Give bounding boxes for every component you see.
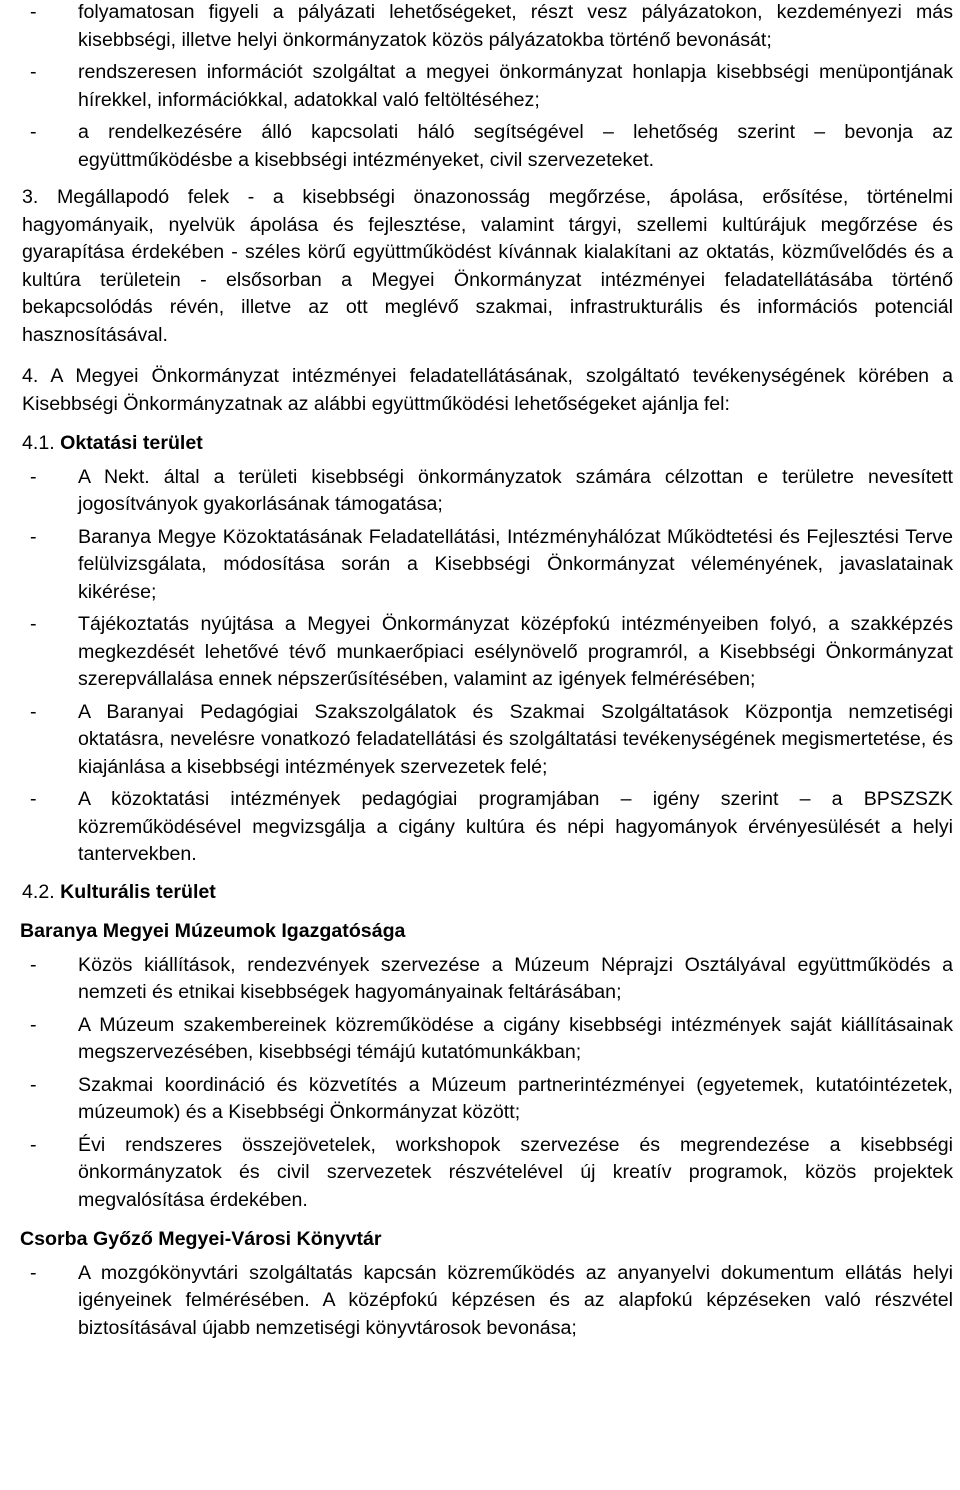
- list-item-text: Évi rendszeres összejövetelek, workshopok szervezése és megrendezése a kisebbségi önkormányzatok és civil szervezetek részvételével új kreatív programok, közös projektek megvalósítása érdekében.: [78, 1133, 953, 1211]
- paragraph-3: [22, 184, 953, 349]
- list-item: [22, 1072, 953, 1127]
- konyvtar-heading: Csorba Győző Megyei-Városi Könyvtár: [20, 1228, 382, 1250]
- list-item: [22, 1132, 953, 1215]
- konyvtar-list: [22, 1260, 953, 1343]
- list-item-text: Baranya Megye Közoktatásának Feladatellátási, Intézményhálózat Működtetési és Fejlesztési Terve felülvizsgálata, módosítása során a Kisebbségi Önkormányzat véleményének, javaslatainak kikérése;: [78, 525, 953, 603]
- list-item-text: Szakmai koordináció és közvetítés a Múzeum partnerintézményei (egyetemek, kutatóintézetek, múzeumok) és a Kisebbségi Önkormányzat között;: [78, 1073, 953, 1123]
- dash-bullet: -: [30, 61, 37, 83]
- list-item: [22, 786, 953, 869]
- dash-bullet: -: [30, 1, 37, 23]
- list-item: [22, 1260, 953, 1343]
- list-item-text: rendszeresen információt szolgáltat a megyei önkormányzat honlapja kisebbségi menüpontjának hírekkel, információkkal, adatokkal való feltöltéséhez;: [78, 61, 953, 111]
- paragraph-4: [22, 363, 953, 418]
- list-item-text: A közoktatási intézmények pedagógiai programjában – igény szerint – a BPSZSZK közreműködésével megvizsgálja a cigány kultúra és népi hagyományok érvényesülését a helyi tantervekben.: [78, 788, 953, 865]
- section-number: 4.2.: [22, 880, 55, 903]
- list-item: [22, 611, 953, 694]
- dash-bullet: -: [30, 1013, 37, 1036]
- list-item: [22, 524, 953, 607]
- dash-bullet: -: [30, 700, 37, 723]
- dash-bullet: -: [30, 788, 37, 810]
- muzeum-list: [22, 952, 953, 1215]
- dash-bullet: -: [30, 121, 37, 143]
- list-item: [22, 1012, 953, 1067]
- list-item-text: A Múzeum szakembereinek közreműködése a cigány kisebbségi intézmények saját kiállításainak megszervezésében, kisebbségi témájú kutatómunkákban;: [78, 1013, 953, 1063]
- dash-bullet: -: [30, 1073, 37, 1096]
- list-item: [22, 119, 953, 174]
- list-item: [22, 952, 953, 1007]
- dash-bullet: -: [30, 525, 37, 548]
- list-item: [22, 699, 953, 782]
- paragraph-number: 4.: [22, 365, 39, 387]
- section-heading-4-1: [22, 430, 953, 458]
- oktatas-list: [22, 464, 953, 869]
- list-item-text: a rendelkezésére álló kapcsolati háló segítségével – lehetőség szerint – bevonja az együttműködésbe a kisebbségi intézményeket, civil szervezeteket.: [78, 121, 953, 171]
- section-number: 4.1.: [22, 432, 55, 454]
- list-item-text: A Nekt. által a területi kisebbségi önkormányzatok számára célzottan e területre nevesített jogosítványok gyakorlásának támogatása;: [78, 465, 953, 515]
- dash-bullet: -: [30, 465, 37, 488]
- list-item: [22, 0, 953, 54]
- dash-bullet: -: [30, 613, 37, 635]
- list-item: [22, 464, 953, 519]
- paragraph-text: A Megyei Önkormányzat intézményei feladatellátásának, szolgáltató tevékenységének körében a Kisebbségi Önkormányzatnak az alábbi együttműködési lehetőségeket ajánlja fel:: [22, 365, 953, 415]
- list-item-text: Közös kiállítások, rendezvények szervezése a Múzeum Néprajzi Osztályával együttműködés a nemzeti és etnikai kisebbségek hagyományainak feltárásában;: [78, 953, 953, 1003]
- section-heading-4-2: [22, 879, 953, 907]
- list-item-text: folyamatosan figyeli a pályázati lehetőségeket, részt vesz pályázatokon, kezdeményezi más kisebbségi, illetve helyi önkormányzatok közös pályázatokba történő bevonását;: [78, 1, 953, 51]
- muzeum-heading: Baranya Megyei Múzeumok Igazgatósága: [20, 920, 406, 942]
- paragraph-number: 3.: [22, 186, 39, 208]
- dash-bullet: -: [30, 953, 37, 976]
- section-title: Kulturális terület: [60, 880, 216, 903]
- paragraph-text: Megállapodó felek - a kisebbségi önazonosság megőrzése, ápolása, erősítése, történelmi hagyományaik, nyelvük ápolása és fejlesztése, valamint tárgyi, szellemi kultúrájuk megőrzése és gyarapítása érdekében - széles körű együttműködést kívánnak kialakítani az oktatás, közművelődés és a kultúra területein - elsősorban a Megyei Önkormányzat intézményei feladatellátásába történő bekapcsolódás révén, illetve az ott meglévő szakmai, infrastrukturális és információs potenciál hasznosításával.: [22, 186, 953, 346]
- list-item-text: Tájékoztatás nyújtása a Megyei Önkormányzat középfokú intézményeiben folyó, a szakképzés megkezdését lehetővé tévő munkaerőpiaci esélynövelő programról, a Kisebbségi Önkormányzat szerepvállalása ennek népszerűsítésében, valamint az igények felmérésében;: [78, 613, 953, 690]
- intro-list: [22, 0, 953, 174]
- section-title: Oktatási terület: [60, 432, 203, 454]
- list-item: [22, 59, 953, 114]
- list-item-text: A mozgókönyvtári szolgáltatás kapcsán közreműködés az anyanyelvi dokumentum ellátás helyi igényeinek felmérésében. A középfokú képzésen és az alapfokú képzéseken való részvétel biztosításával újabb nemzetiségi könyvtárosok bevonása;: [78, 1261, 953, 1339]
- dash-bullet: -: [30, 1133, 37, 1156]
- list-item-text: A Baranyai Pedagógiai Szakszolgálatok és Szakmai Szolgáltatások Központja nemzetiségi oktatásra, nevelésre vonatkozó feladatellátási és szolgáltatási tevékenységének megismertetése, és kiajánlása a kisebbségi intézmények szervezetek felé;: [78, 700, 953, 778]
- dash-bullet: -: [30, 1261, 37, 1284]
